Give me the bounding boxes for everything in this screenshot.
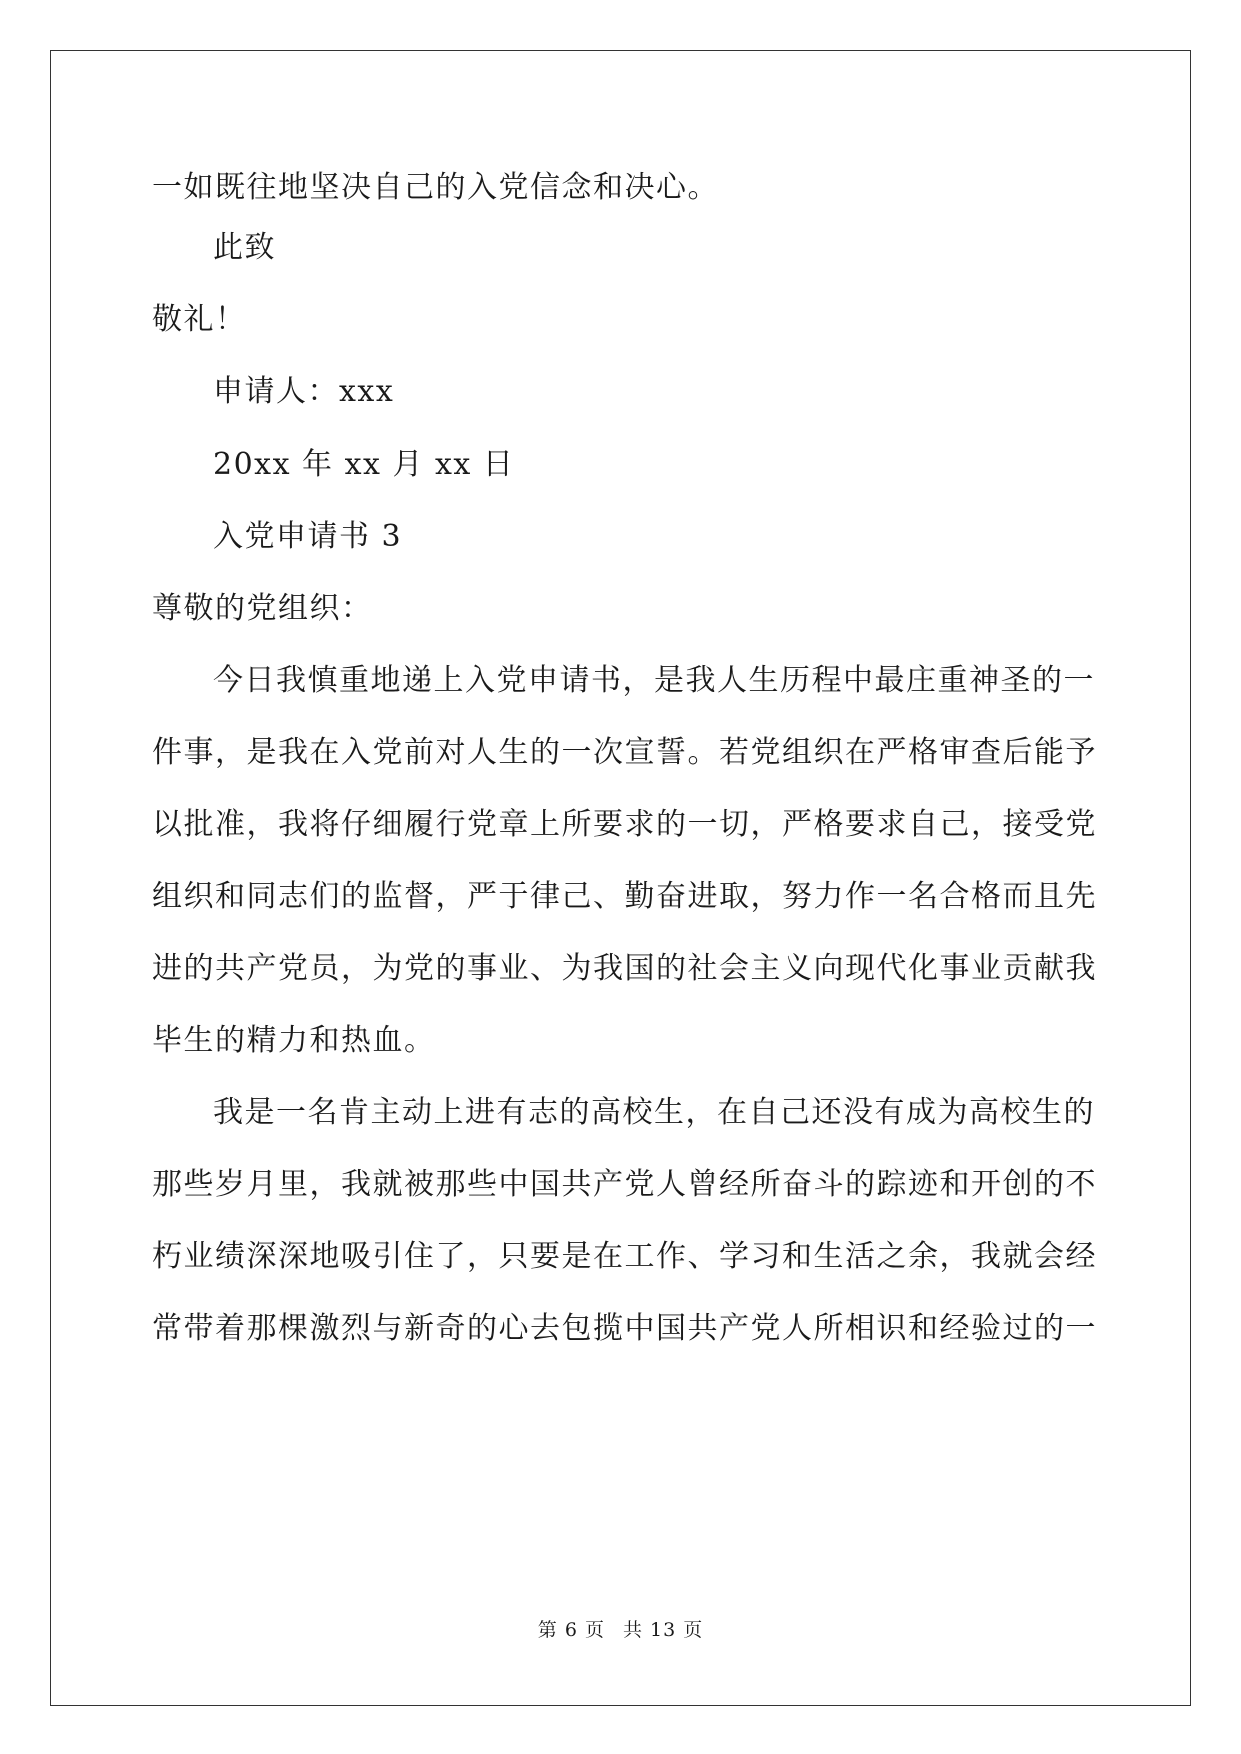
date-line: 20xx 年 xx 月 xx 日 bbox=[213, 447, 515, 482]
paragraph-line: 朽业绩深深地吸引住了，只要是在工作、学习和生活之余，我就会经 bbox=[152, 1239, 1097, 1274]
paragraph-line: 毕生的精力和热血。 bbox=[152, 1023, 436, 1058]
paragraph-line: 以批准，我将仔细履行党章上所要求的一切，严格要求自己，接受党 bbox=[152, 807, 1097, 842]
paragraph-line: 常带着那棵激烈与新奇的心去包揽中国共产党人所相识和经验过的一 bbox=[152, 1311, 1097, 1346]
paragraph-line: 进的共产党员，为党的事业、为我国的社会主义向现代化事业贡献我 bbox=[152, 951, 1097, 986]
paragraph-line: 那些岁月里，我就被那些中国共产党人曾经所奋斗的踪迹和开创的不 bbox=[152, 1167, 1097, 1202]
paragraph-line: 组织和同志们的监督，严于律己、勤奋进取，努力作一名合格而且先 bbox=[152, 879, 1097, 914]
closing-line: 敬礼！ bbox=[152, 302, 247, 337]
addressee-line: 尊敬的党组织： bbox=[152, 591, 373, 626]
salutation-line: 此致 bbox=[213, 230, 276, 265]
paragraph-line: 件事，是我在入党前对人生的一次宣誓。若党组织在严格审查后能予 bbox=[152, 735, 1097, 770]
page-total: 共 13 页 bbox=[622, 1619, 704, 1641]
page-footer bbox=[0, 1618, 1241, 1642]
text-line: 一如既往地坚决自己的入党信念和决心。 bbox=[152, 170, 719, 205]
paragraph-line: 今日我慎重地递上入党申请书，是我人生历程中最庄重神圣的一 bbox=[213, 663, 1095, 698]
paragraph-line: 我是一名肯主动上进有志的高校生，在自己还没有成为高校生的 bbox=[213, 1095, 1095, 1130]
applicant-line: 申请人：xxx bbox=[213, 374, 395, 409]
section-title: 入党申请书 3 bbox=[213, 519, 403, 554]
page-number: 第 6 页 bbox=[537, 1619, 605, 1641]
